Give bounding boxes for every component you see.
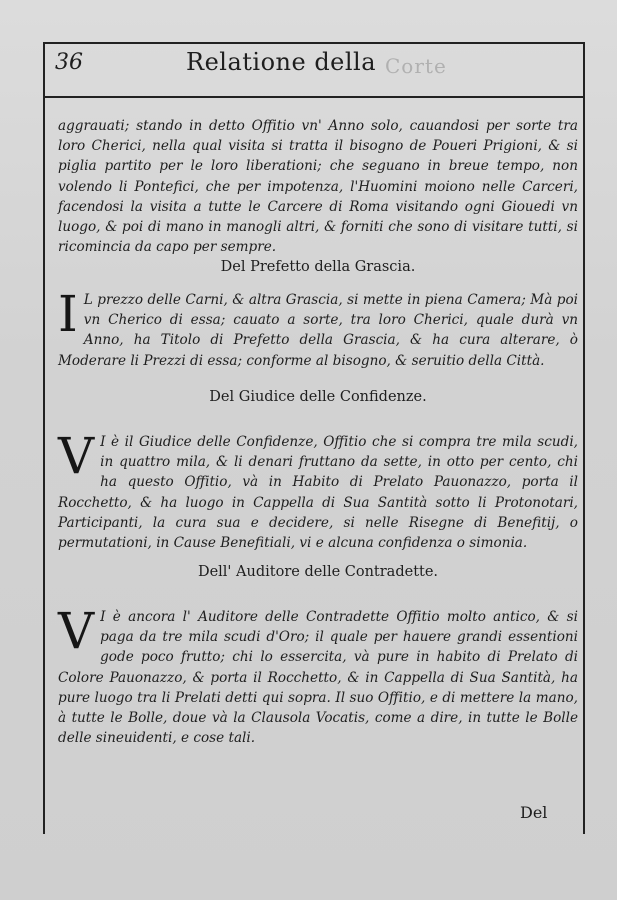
running-head: Relatione della xyxy=(186,48,377,76)
bleed-through-text: Corte xyxy=(385,54,447,78)
paragraph-3-text: I è il Giudice delle Confidenze, Offitio che si compra tre mila scudi, in quattro mila, & li denari fruttano da sette, in otto per cento, chi ha questo Offitio, và in Habito di Prelato Pauonazzo, porta il Rocchetto, & ha luogo in Cappella di Sua Santità sotto li Protonotari, Participanti, la cura sua e decidere, si nelle Risegne di Benefitij, o permutationi, in Cause Benefitiali, vi e alcuna confidenza o simonia. xyxy=(58,434,578,552)
drop-cap-initial: V xyxy=(58,427,95,485)
drop-cap-initial: V xyxy=(58,602,95,660)
section-heading-prefetto: Del Prefetto della Grascia. xyxy=(220,259,416,275)
paragraph-2-text: L prezzo delle Carni, & altra Grascia, si mette in piena Camera; Mà poi vn Cherico di essa; cauato a sorte, tra loro Cherici, quale durà vn Anno, ha Titolo di Prefetto della Grascia, & ha cura alterare, ò Moderare li Prezzi di essa; conforme al bisogno, & seruitio della Città. xyxy=(58,292,578,369)
frame-right-rule xyxy=(583,42,585,834)
paragraph-1: aggrauati; stando in detto Offitio vn' Anno solo, cauandosi per sorte tra loro Cherici, nella qual visita si tratta il bisogno de Poueri Prigioni, & si piglia partito per le loro liberationi; che seguano in breue tempo, non volendo li Pontefici, che per impotenza, l'Huomini moiono nelle Carceri, facendosi la visita a tutte le Carcere di Roma visitando ogni Giouedi vn luogo, & poi di mano in manogli altri, & forniti che sono di visitare tutti, si ricomincia da capo per sempre. xyxy=(58,118,578,256)
page-number: 36 xyxy=(55,50,83,75)
paragraph-3 xyxy=(58,427,578,553)
paragraph-2 xyxy=(58,285,578,371)
catchword: Del xyxy=(520,803,548,822)
paragraph-4 xyxy=(58,602,578,748)
header-rule xyxy=(43,96,585,98)
frame-top-rule xyxy=(43,42,585,44)
paragraph-4-text: I è ancora l' Auditore delle Contradette Offitio molto antico, & si paga da tre mila scudi d'Oro; il quale per hauere grandi essentioni gode poco frutto; chi lo essercita, và pure in habito di Prelato di Colore Pauonazzo, & porta il Rocchetto, & in Cappella di Sua Santità, ha pure luogo tra li Prelati detti qui sopra. Il suo Offitio, e di mettere la mano, à tutte le Bolle, doue và la Clausola Vocatis, come a dire, in tutte le Bolle delle sineuidenti, e cose tali. xyxy=(58,609,578,747)
frame-left-rule xyxy=(43,42,45,834)
drop-cap-initial: I xyxy=(58,285,78,343)
section-heading-giudice: Del Giudice delle Confidenze. xyxy=(209,389,427,405)
section-heading-auditore: Dell' Auditore delle Contradette. xyxy=(197,564,439,580)
